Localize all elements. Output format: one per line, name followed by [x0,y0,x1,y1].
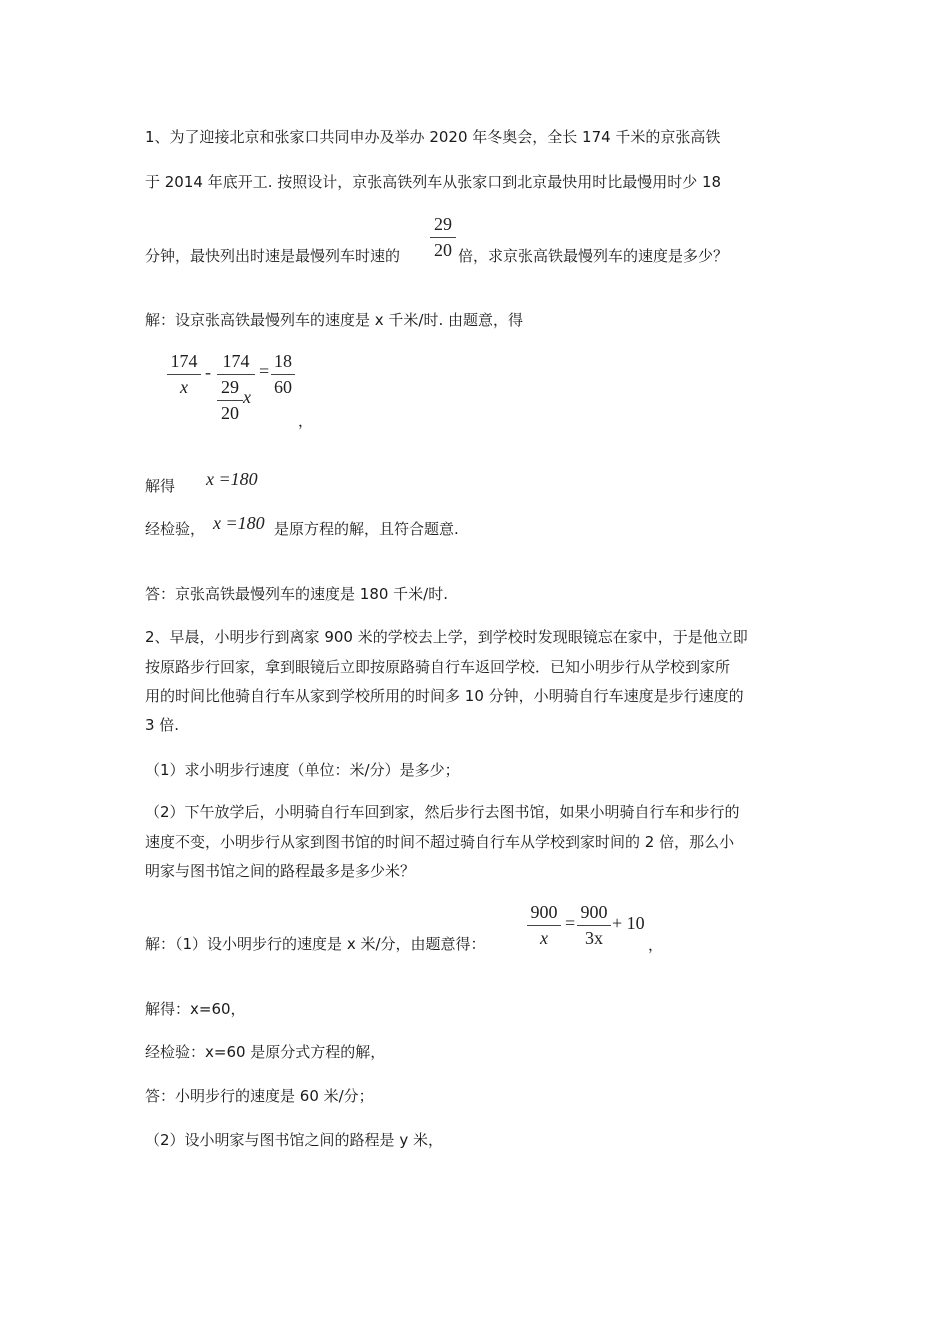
problem1-line3-after: 倍，求京张高铁最慢列车的速度是多少？ [458,247,729,265]
check-equation: x =180 [213,513,265,533]
eq1-inner-denominator: 20 [221,403,239,423]
eq1-term2-variable: x [243,387,251,407]
eq1-term1-numerator: 174 [170,351,198,371]
eq2-comma: ， [648,936,664,954]
problem2-line4: 3 倍. [145,716,180,734]
eq1-comma: ， [298,412,314,430]
eq2-right-numerator: 900 [580,902,608,922]
problem1-line1: 1、为了迎接北京和张家口共同申办及举办 2020 年冬奥会，全长 174 千米的京张高铁 [145,128,721,146]
question1: （1）求小明步行速度（单位：米/分）是多少； [145,761,460,779]
solution1-intro: 解：（1）设小明步行的速度是 x 米/分，由题意得： [145,935,486,953]
question2-line2: 速度不变，小明步行从家到图书馆的时间不超过骑自行车从学校到家时间的 2 倍，那么小 [145,833,735,851]
question2-line3: 明家与图书馆之间的路程最多是多少米？ [145,862,416,880]
solution2-intro: （2）设小明家与图书馆之间的路程是 y 米， [145,1131,443,1149]
eq2-right-denominator: 3x [585,928,603,948]
eq2-left-denominator: x [540,928,548,948]
solve-equation: x =180 [206,469,258,489]
problem1-line2: 于 2014 年底开工. 按照设计，京张高铁列车从张家口到北京最快用时比最慢用时少 18 [145,173,722,191]
problem2-line2: 按原路步行回家，拿到眼镜后立即按原路骑自行车返回学校．已知小明步行从学校到家所 [145,658,731,676]
eq1-equals: = [259,361,270,381]
eq1-right-numerator: 18 [274,351,292,371]
fraction-bar [527,925,561,926]
fraction-bar [577,925,611,926]
solution1-solve: 解得：x=60， [145,1000,246,1018]
eq1-term1 [167,351,201,398]
eq1-term2-inner-fraction [217,377,243,424]
fraction-bar [430,237,456,238]
check-before: 经检验， [145,520,206,538]
ratio-denominator: 20 [434,240,452,260]
question2-line1: （2）下午放学后，小明骑自行车回到家，然后步行去图书馆，如果小明骑自行车和步行的 [145,803,740,821]
eq1-right [271,351,295,398]
fraction-bar [217,400,243,401]
fraction-bar [217,374,255,375]
fraction-bar [271,374,295,375]
eq2-equals: = [565,913,576,933]
check-after: 是原方程的解，且符合题意. [274,520,459,538]
ratio-fraction [430,214,456,261]
ratio-numerator: 29 [434,214,452,234]
eq2-plus-ten: + 10 [612,913,645,933]
problem2-line1: 2、早晨，小明步行到离家 900 米的学校去上学，到学校时发现眼镜忘在家中，于是他立即 [145,628,748,646]
eq1-term2-numerator: 174 [222,351,250,371]
eq1-term1-denominator: x [180,377,188,397]
eq2-left-numerator: 900 [530,902,558,922]
eq2-right [577,902,611,949]
solution1-answer: 答：小明步行的速度是 60 米/分； [145,1087,374,1105]
problem2-line3: 用的时间比他骑自行车从家到学校所用的时间多 10 分钟，小明骑自行车速度是步行速度的 [145,687,744,705]
eq1-right-denominator: 60 [274,377,292,397]
eq1-minus: - [205,362,211,382]
problem1-solution-intro: 解：设京张高铁最慢列车的速度是 x 千米/时. 由题意，得 [145,311,524,329]
solution1-check: 经检验：x=60 是原分式方程的解， [145,1043,386,1061]
eq2-left [527,902,561,949]
problem1-answer: 答：京张高铁最慢列车的速度是 180 千米/时. [145,585,448,603]
fraction-bar [167,374,201,375]
problem1-line3-before: 分钟，最快列出时速是最慢列车时速的 [145,247,401,265]
eq1-inner-numerator: 29 [221,377,239,397]
solve-label: 解得 [145,477,176,495]
